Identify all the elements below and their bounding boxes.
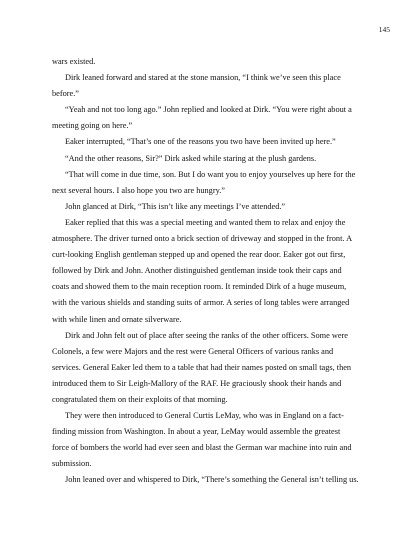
text-line: force of bombers the world had ever seen and blast the German war machine into ruin and: [52, 443, 352, 453]
text-line: finding mission from Washington. In about a year, LeMay would assemble the greatest: [52, 427, 341, 437]
text-line: before.”: [52, 89, 79, 99]
text-line: coats and showed them to the main reception room. It reminded Dirk of a huge museum,: [52, 282, 347, 292]
text-line: next several hours. I also hope you two are hungry.”: [52, 185, 225, 195]
text-line: They were then introduced to General Curtis LeMay, who was in England on a fact-: [65, 411, 344, 421]
text-line: Dirk and John felt out of place after seeing the ranks of the other officers. Some were: [65, 330, 348, 340]
text-line: “That will come in due time, son. But I do want you to enjoy yourselves up here for the: [65, 169, 356, 179]
text-line: John leaned over and whispered to Dirk, “There’s something the General isn’t telling us.: [65, 475, 359, 485]
text-line: wars existed.: [52, 57, 96, 66]
text-line: curt-looking English gentleman stepped up and opened the rear door. Eaker got out first,: [52, 250, 346, 260]
text-line: Eaker interrupted, “That’s one of the reasons you two have been invited up here.”: [65, 137, 336, 147]
text-line: John glanced at Dirk, “This isn’t like any meetings I’ve attended.”: [65, 201, 286, 211]
text-line: “Yeah and not too long ago.” John replied and looked at Dirk. “You were right about a: [65, 105, 352, 115]
text-line: with while linen and ornate silverware.: [52, 314, 182, 324]
text-line: Dirk leaned forward and stared at the stone mansion, “I think we’ve seen this place: [65, 73, 341, 83]
text-line: congratulated them on their exploits of that morning.: [52, 394, 228, 404]
body-text: [52, 54, 386, 489]
text-line: with the various shields and standing suits of armor. A series of long tables were arranged: [52, 298, 350, 308]
text-line: meeting going on here.”: [52, 121, 133, 131]
text-line: services. General Eaker led them to a table that had their names posted on small tags, then: [52, 362, 352, 372]
text-line: “And the other reasons, Sir?” Dirk asked while staring at the plush gardens.: [65, 153, 317, 163]
text-line: Colonels, a few were Majors and the rest were General Officers of various ranks and: [52, 346, 334, 356]
text-line: followed by Dirk and John. Another distinguished gentleman inside took their caps and: [52, 266, 342, 276]
text-line: Eaker replied that this was a special meeting and wanted them to relax and enjoy the: [65, 217, 346, 227]
text-line: atmosphere. The driver turned onto a brick section of driveway and stopped in the front. A: [52, 234, 353, 244]
text-line: introduced them to Sir Leigh-Mallory of the RAF. He graciously shook their hands and: [52, 378, 342, 388]
page-number: 145: [378, 25, 390, 34]
text-line: submission.: [52, 459, 92, 469]
